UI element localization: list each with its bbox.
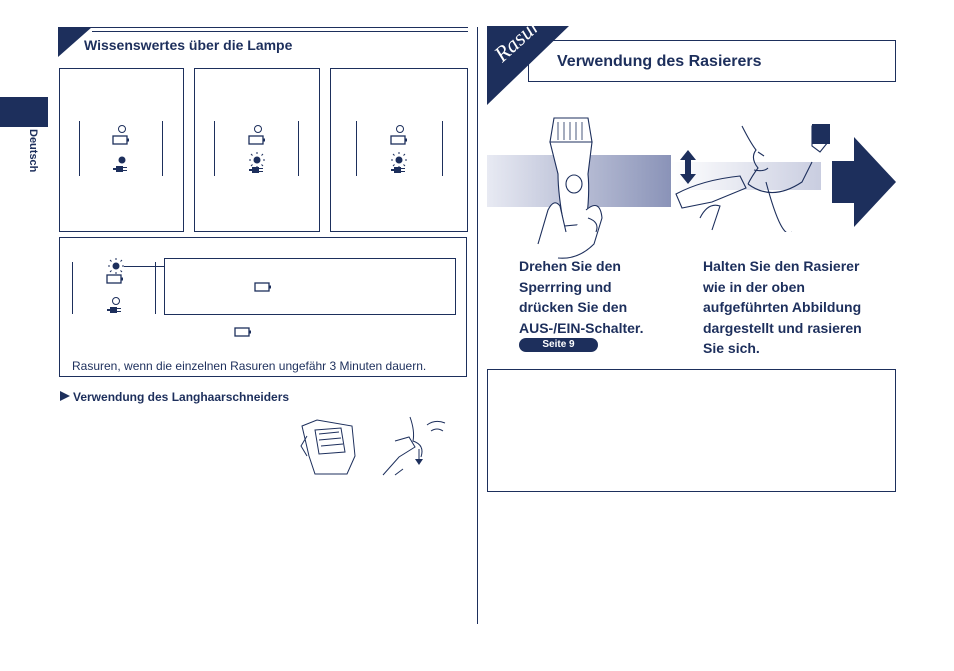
section-top-rule-2 [92,31,468,32]
battery-icon [106,274,124,284]
section-top-rule [58,27,468,28]
step-2-instruction: Halten Sie den Rasierer wie in der oben aufgeführten Abbildung dargestellt und rasieren Sie sich. [703,258,862,356]
step-1-instruction: Drehen Sie den Sperrring und drücken Sie den AUS-/EIN-Schalter. [519,258,644,336]
battery-icon [254,282,272,292]
plug-icon [107,305,123,315]
lamp-state-box-1 [59,68,184,232]
callout-line [124,266,164,267]
plug-icon [113,164,129,174]
shaving-duration-note: Rasuren, wenn die einzelnen Rasuren ungefähr 3 Minuten dauern. [72,359,427,373]
rasur-corner-label: Rasur [489,12,545,67]
callout-box [164,258,456,315]
lamp-off-icon [394,124,406,134]
lamp-state-box-3 [330,68,468,232]
next-step-arrow-icon [832,137,898,227]
page-reference-badge: Seite 9 [519,338,598,352]
language-side-tab [0,97,48,127]
lamp-section-title: Wissenswertes über die Lampe [84,37,293,53]
lamp-off-icon [252,124,264,134]
lamp-state-box-2 [194,68,320,232]
battery-icon [234,327,252,337]
battery-icon [112,135,130,145]
shaver-usage-title: Verwendung des Rasierers [557,53,762,70]
face-shaving-illustration [672,122,832,232]
plug-icon [249,165,265,175]
lamp-blinking-icon [106,257,126,275]
plug-icon [391,165,407,175]
battery-icon [390,135,408,145]
trimmer-face-illustration [375,411,467,477]
trimmer-sub-heading: Verwendung des Langhaarschneiders [73,390,290,404]
shaver-in-hand-illustration [528,114,614,262]
lamp-off-icon [116,124,128,134]
arrow-right-icon [60,391,70,401]
column-divider [477,27,478,624]
shaving-note-box [487,369,896,492]
trimmer-illustration [297,416,359,476]
language-side-label: Deutsch [27,129,39,173]
low-battery-note-box [59,237,467,377]
battery-icon [248,135,266,145]
